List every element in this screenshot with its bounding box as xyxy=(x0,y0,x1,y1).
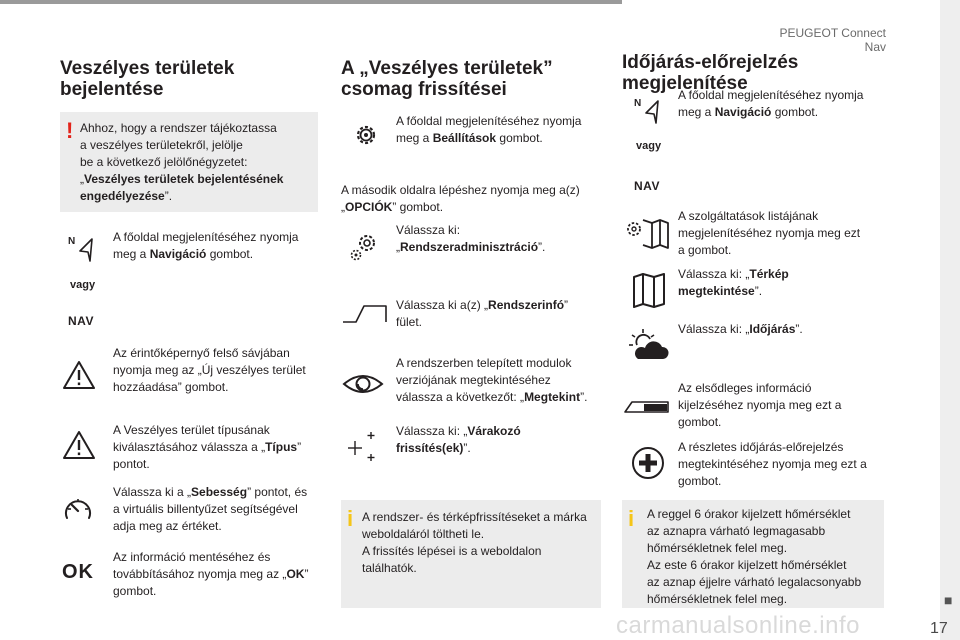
page-number: 17 xyxy=(930,620,948,637)
text-line: meg a xyxy=(678,105,715,119)
text-line: találhatók. xyxy=(362,561,417,575)
col2-title-line1: A „Veszélyes területek” xyxy=(341,58,553,79)
text-line: A főoldal megjelenítéséhez nyomja xyxy=(113,230,299,244)
system-admin-icon xyxy=(348,231,380,263)
plus-circle-icon xyxy=(630,445,666,481)
bold-term: Sebesség xyxy=(191,485,248,499)
text-line: fület. xyxy=(396,315,423,329)
svg-text:N: N xyxy=(68,236,76,247)
col3-title-line1: Időjárás-előrejelzés xyxy=(622,52,799,73)
watermark: carmanualsonline.info xyxy=(616,612,860,639)
warning-line: ”. xyxy=(164,189,173,203)
text-line: adja meg az értéket. xyxy=(113,519,222,533)
weather-icon xyxy=(628,327,670,361)
text-line: pontot. xyxy=(113,457,150,471)
warning-text xyxy=(80,120,316,205)
col3-step3 xyxy=(678,266,878,300)
col2-step2 xyxy=(341,182,601,216)
info-text xyxy=(362,509,598,577)
text-line: A második oldalra lépéshez nyomja meg a(z) xyxy=(341,183,580,197)
col1-step1 xyxy=(113,229,313,263)
text-line: „ xyxy=(396,240,400,254)
text-line: verziójának megtekintéséhez xyxy=(396,373,551,387)
text-line: Válassza ki: xyxy=(396,223,461,237)
text-line: ” gombot. xyxy=(392,200,444,214)
side-band xyxy=(940,0,960,640)
bold-term: Időjárás xyxy=(749,322,796,336)
text-line: A reggel 6 órakor kijelzett hőmérséklet xyxy=(647,507,851,521)
text-line: a virtuális billentyűzet segítségével xyxy=(113,502,298,516)
navigation-icon xyxy=(66,233,98,265)
bold-term: frissítés(ek) xyxy=(396,441,464,455)
col2-step4 xyxy=(396,297,596,331)
text-line: Válassza ki a „ xyxy=(113,485,192,499)
info-mark: i xyxy=(347,506,354,531)
tab-icon xyxy=(342,302,388,324)
text-line: ” xyxy=(564,298,569,312)
text-line: gombot. xyxy=(678,415,722,429)
bold-term: Típus xyxy=(265,440,298,454)
speedometer-icon xyxy=(62,494,94,526)
text-line: gombot. xyxy=(206,247,254,261)
text-line: meg a xyxy=(396,131,433,145)
text-line: ” pontot, és xyxy=(247,485,308,499)
ok-icon: OK xyxy=(62,561,94,583)
col3-step1 xyxy=(678,87,878,121)
services-icon xyxy=(626,216,670,250)
text-line: gombot. xyxy=(496,131,543,145)
text-line: kiválasztásához válassza a „ xyxy=(113,440,266,454)
text-line: ” xyxy=(297,440,302,454)
map-icon xyxy=(632,272,666,308)
text-line: megtekintéséhez nyomja meg ezt a xyxy=(678,457,867,471)
info-box xyxy=(341,500,601,608)
warning-bold: Veszélyes területek bejelentésének xyxy=(84,172,284,186)
text-line: továbbításához nyomja meg az „ xyxy=(113,567,287,581)
or-label: vagy xyxy=(70,279,96,291)
bold-term: OK xyxy=(286,567,305,581)
text-line: Az elsődleges információ xyxy=(678,381,812,395)
or-label: vagy xyxy=(636,140,662,152)
text-line: nyomja meg az „Új veszélyes terület xyxy=(113,363,306,377)
col1-step4 xyxy=(113,484,318,535)
text-line: ”. xyxy=(795,322,803,336)
text-line: A főoldal megjelenítéséhez nyomja xyxy=(678,88,864,102)
text-line: az aznapra várható legmagasabb xyxy=(647,524,826,538)
info-box xyxy=(622,500,884,608)
side-bullet: ■ xyxy=(944,592,953,608)
col2-title xyxy=(341,58,601,100)
text-line: a gombot. xyxy=(678,243,732,257)
col1-step3 xyxy=(113,422,318,473)
eye-icon xyxy=(342,371,384,397)
text-line: A rendszer- és térképfrissítéseket a márka xyxy=(362,510,587,524)
text-line: megjelenítéséhez nyomja meg ezt xyxy=(678,226,861,240)
col3-title-line2: megjelenítése xyxy=(622,73,748,94)
settings-gear-icon xyxy=(352,121,380,149)
text-line: Válassza ki: „ xyxy=(678,267,750,281)
col3-step5 xyxy=(678,380,878,431)
bold-term: Rendszeradminisztráció xyxy=(400,240,539,254)
warning-mark: ! xyxy=(66,118,74,143)
warning-line: Ahhoz, hogy a rendszer tájékoztassa xyxy=(80,121,277,135)
text-line: „ xyxy=(341,200,345,214)
text-line: Az érintőképernyő felső sávjában xyxy=(113,346,290,360)
text-line: A főoldal megjelenítéséhez nyomja xyxy=(396,114,582,128)
primary-info-tab-icon xyxy=(624,396,670,416)
col2-step3 xyxy=(396,222,596,256)
col2-step1 xyxy=(396,113,596,147)
col1-step2 xyxy=(113,345,318,396)
text-line: meg a xyxy=(113,247,150,261)
text-line: gombot. xyxy=(771,105,819,119)
bold-term: megtekintése xyxy=(678,284,755,298)
bold-term: Navigáció xyxy=(714,105,772,119)
text-line: A frissítés lépései is a weboldalon xyxy=(362,544,542,558)
col1-title-line2: bejelentése xyxy=(60,79,164,100)
text-line: hőmérsékletnek felel meg. xyxy=(647,541,788,555)
col2-title-line2: csomag frissítései xyxy=(341,79,507,100)
text-line: Válassza ki a(z) „ xyxy=(396,298,489,312)
text-line: hozzáadása” gombot. xyxy=(113,380,229,394)
warning-line: be a következő jelölőnégyzetet: xyxy=(80,155,248,169)
bold-term: OPCIÓK xyxy=(345,200,393,214)
text-line: Az információ mentéséhez és xyxy=(113,550,271,564)
text-line: ”. xyxy=(463,441,471,455)
text-line: Válassza ki: „ xyxy=(678,322,750,336)
svg-text:N: N xyxy=(634,98,642,109)
col2-step5 xyxy=(396,355,606,406)
info-text xyxy=(647,506,883,608)
text-line: Az este 6 órakor kijelzett hőmérséklet xyxy=(647,558,847,572)
text-line: hőmérsékletnek felel meg. xyxy=(647,592,788,606)
text-line: ” xyxy=(304,567,309,581)
top-rule xyxy=(0,0,622,4)
nav-label: NAV xyxy=(68,314,94,328)
pending-updates-icon xyxy=(344,428,380,464)
text-line: A rendszerben telepített modulok xyxy=(396,356,572,370)
col1-title xyxy=(60,58,320,100)
bold-term: Rendszerinfó xyxy=(488,298,565,312)
text-line: gombot. xyxy=(113,584,157,598)
text-line: válassza a következőt: „ xyxy=(396,390,525,404)
navigation-icon xyxy=(632,95,664,127)
warning-line: „ xyxy=(80,172,84,186)
text-line: Válassza ki: „ xyxy=(396,424,468,438)
warning-line: a veszélyes területekről, jelölje xyxy=(80,138,243,152)
warning-triangle-icon xyxy=(62,360,96,390)
running-header: PEUGEOT Connect Nav xyxy=(779,26,886,54)
bold-term: Térkép xyxy=(749,267,789,281)
text-line: ”. xyxy=(754,284,763,298)
bold-term: Megtekint xyxy=(524,390,581,404)
col3-step4 xyxy=(678,321,878,338)
bold-term: Várakozó xyxy=(467,424,521,438)
col1-step5 xyxy=(113,549,318,600)
col2-step6 xyxy=(396,423,596,457)
warning-triangle-icon xyxy=(62,430,96,460)
nav-label: NAV xyxy=(634,179,660,193)
text-line: kijelzéséhez nyomja meg ezt a xyxy=(678,398,842,412)
col3-step2 xyxy=(678,208,878,259)
text-line: ”. xyxy=(580,390,588,404)
text-line: ”. xyxy=(538,240,546,254)
text-line: weboldaláról töltheti le. xyxy=(362,527,485,541)
text-line: az aznap éjjelre várható legalacsonyabb xyxy=(647,575,862,589)
text-line: A részletes időjárás-előrejelzés xyxy=(678,440,844,454)
warning-box xyxy=(60,112,318,212)
bold-term: Navigáció xyxy=(149,247,207,261)
text-line: gombot. xyxy=(678,474,722,488)
col1-title-line1: Veszélyes területek xyxy=(60,58,235,79)
warning-bold: engedélyezése xyxy=(80,189,165,203)
text-line: A Veszélyes terület típusának xyxy=(113,423,270,437)
col3-step6 xyxy=(678,439,883,490)
bold-term: Beállítások xyxy=(432,131,497,145)
info-mark: i xyxy=(628,506,635,531)
text-line: A szolgáltatások listájának xyxy=(678,209,819,223)
